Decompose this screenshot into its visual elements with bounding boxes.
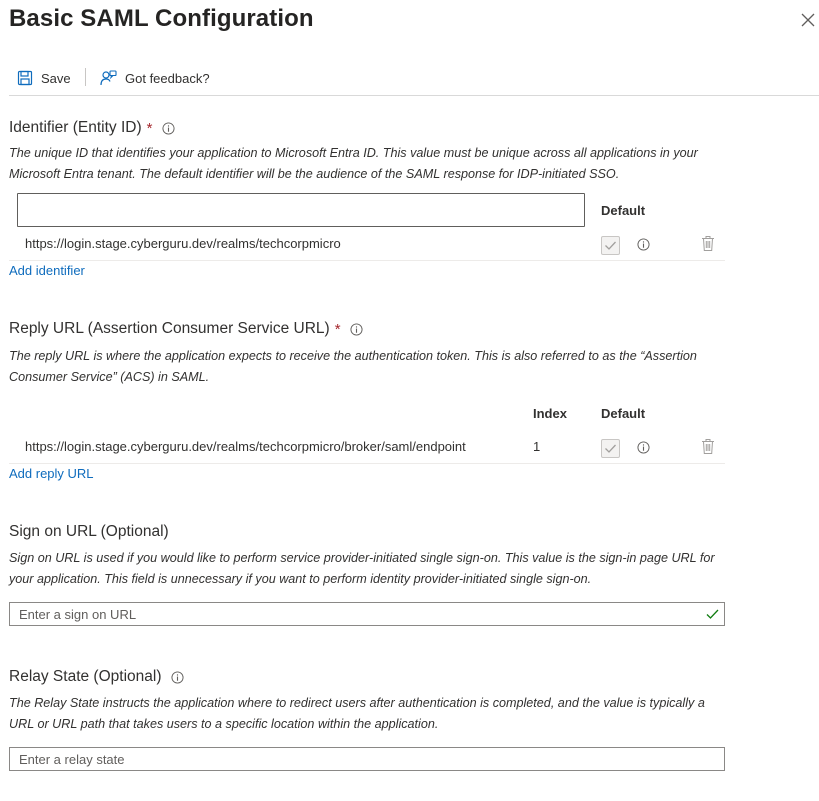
sign-on-url-input[interactable] <box>10 603 724 625</box>
required-marker: * <box>334 320 341 338</box>
delete-icon[interactable] <box>701 235 715 252</box>
toolbar-divider <box>85 68 86 86</box>
identifier-description: The unique ID that identifies your application to Microsoft Entra ID. This value must be unique across all applications in your Microsoft Entra tenant. The default identifier will be the audience of the SAML response for IDP-initiated SSO. <box>9 146 698 181</box>
feedback-icon <box>100 70 117 86</box>
feedback-label: Got feedback? <box>125 70 210 86</box>
reply-url-row <box>9 432 725 464</box>
info-icon[interactable] <box>350 323 363 336</box>
default-column-header: Default <box>601 406 646 421</box>
relay-state-title: Relay State (Optional) <box>9 668 162 685</box>
index-column-header: Index <box>533 406 567 421</box>
reply-url-title: Reply URL (Assertion Consumer Service URL) <box>9 320 330 337</box>
relay-state-input[interactable] <box>10 748 724 770</box>
feedback-button[interactable] <box>100 66 210 90</box>
identifier-url: https://login.stage.cyberguru.dev/realms/techcorpmicro <box>25 236 341 251</box>
panel-title: Basic SAML Configuration <box>9 5 314 32</box>
sign-on-url-field <box>9 602 725 626</box>
close-icon[interactable] <box>800 12 816 28</box>
check-icon <box>602 440 619 457</box>
add-identifier-link[interactable]: Add identifier <box>9 263 85 278</box>
sign-on-heading <box>9 523 169 541</box>
reply-url-heading <box>9 320 363 338</box>
default-column-header: Default <box>601 203 646 218</box>
info-icon[interactable] <box>637 441 650 454</box>
add-reply-url-link[interactable]: Add reply URL <box>9 466 94 481</box>
reply-url-index: 1 <box>533 439 541 454</box>
save-label: Save <box>41 70 71 86</box>
reply-url-value: https://login.stage.cyberguru.dev/realms/techcorpmicro/broker/saml/endpoint <box>25 439 466 454</box>
save-icon <box>17 70 33 86</box>
reply-url-description: The reply URL is where the application expects to receive the authentication token. This is also referred to as the “Assertion Consumer Service” (ACS) in SAML. <box>9 349 697 384</box>
sign-on-title: Sign on URL (Optional) <box>9 523 169 540</box>
info-icon[interactable] <box>171 671 184 684</box>
info-icon[interactable] <box>162 122 175 135</box>
relay-state-description: The Relay State instructs the application where to redirect users after authentication is completed, and the value is typically a URL or URL path that takes users to a specific location within the application. <box>9 696 705 731</box>
default-checkbox[interactable] <box>601 236 620 255</box>
identifier-title: Identifier (Entity ID) <box>9 119 142 136</box>
identifier-row <box>9 229 725 261</box>
save-button[interactable] <box>17 66 71 90</box>
info-icon[interactable] <box>637 238 650 251</box>
command-bar <box>9 60 819 96</box>
required-marker: * <box>146 119 153 137</box>
checkmark-icon <box>706 608 719 620</box>
relay-state-field <box>9 747 725 771</box>
check-icon <box>602 237 619 254</box>
identifier-input[interactable] <box>17 193 585 227</box>
delete-icon[interactable] <box>701 438 715 455</box>
default-checkbox[interactable] <box>601 439 620 458</box>
relay-state-heading <box>9 668 184 686</box>
sign-on-description: Sign on URL is used if you would like to perform service provider-initiated single sign-on. This value is the sign-in page URL for your application. This field is unnecessary if you want to perform identity provider-initiated single sign-on. <box>9 551 715 586</box>
identifier-heading <box>9 119 175 137</box>
